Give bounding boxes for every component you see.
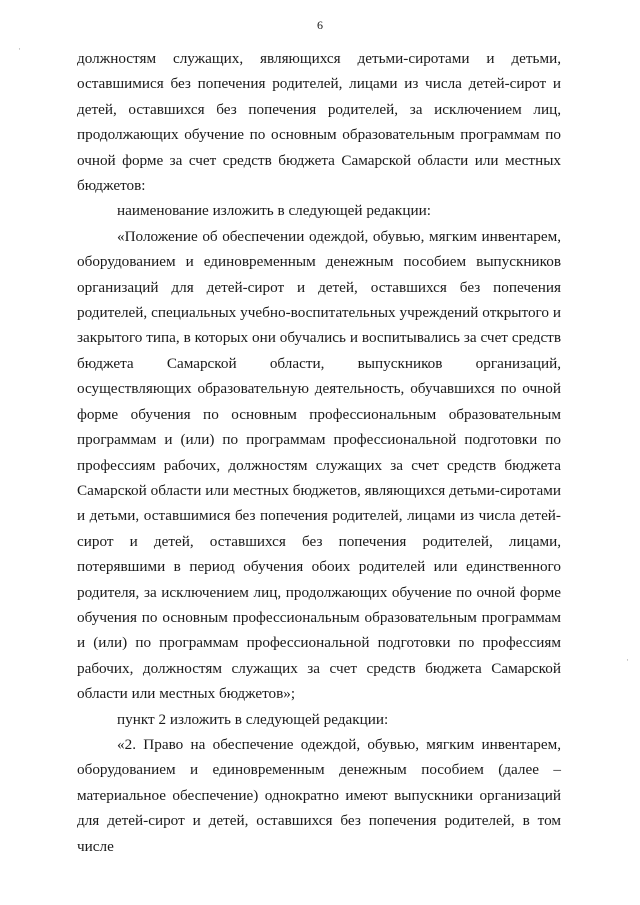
document-body [77, 46, 561, 859]
paragraph-clause-instruction: пункт 2 изложить в следующей редакции: [117, 710, 389, 728]
margin-mark: · [626, 655, 629, 665]
paragraph-regulation-title: «Положение об обеспечении одеждой, обувью, мягким инвентарем, оборудованием и единовременным денежным пособием выпускников организаций для детей-сирот и детей, оставшихся без попечения родителей, специальных учебно-воспитательных учреждений открытого и закрытого типа, в которых они обучались и воспитывались за счет средств бюджета Самарской области, выпускников организаций, осуществляющих образовательную деятельность, обучавшихся по очной форме обучения по основным профессиональным образовательным программам и (или) по программам профессиональной подготовки по профессиям рабочих, должностям служащих за счет средств бюджета Самарской области или местных бюджетов, являющихся детьми-сиротами и детьми, оставшимися без попечения родителей, лицами из числа детей-сирот и детей, оставшихся без попечения родителей, лицами, потерявшими в период обучения обоих родителей или единственного родителя, за исключением лиц, продолжающих обучение по очной форме обучения по основным профессиональным образовательным программам и (или) по программам профессиональной подготовки по профессиям рабочих, должностям служащих за счет средств бюджета Самарской области или местных бюджетов»; [77, 227, 561, 703]
paragraph-clause-2: «2. Право на обеспечение одеждой, обувью, мягким инвентарем, оборудованием и единовременным денежным пособием (далее – материальное обеспечение) однократно имеют выпускники организаций для детей-сирот и детей, оставшихся без попечения родителей, в том числе [77, 735, 561, 855]
page-number: 6 [317, 18, 323, 32]
paragraph-continuation: должностям служащих, являющихся детьми-сиротами и детьми, оставшимися без попечения родителей, лицами из числа детей-сирот и детей, оставшихся без попечения родителей, за исключением лиц, продолжающих обучение по основным образовательным программам по очной форме за счет средств бюджета Самарской области или местных бюджетов: [77, 50, 561, 195]
margin-mark: · [18, 44, 21, 54]
paragraph-title-instruction: наименование изложить в следующей редакции: [117, 202, 431, 220]
